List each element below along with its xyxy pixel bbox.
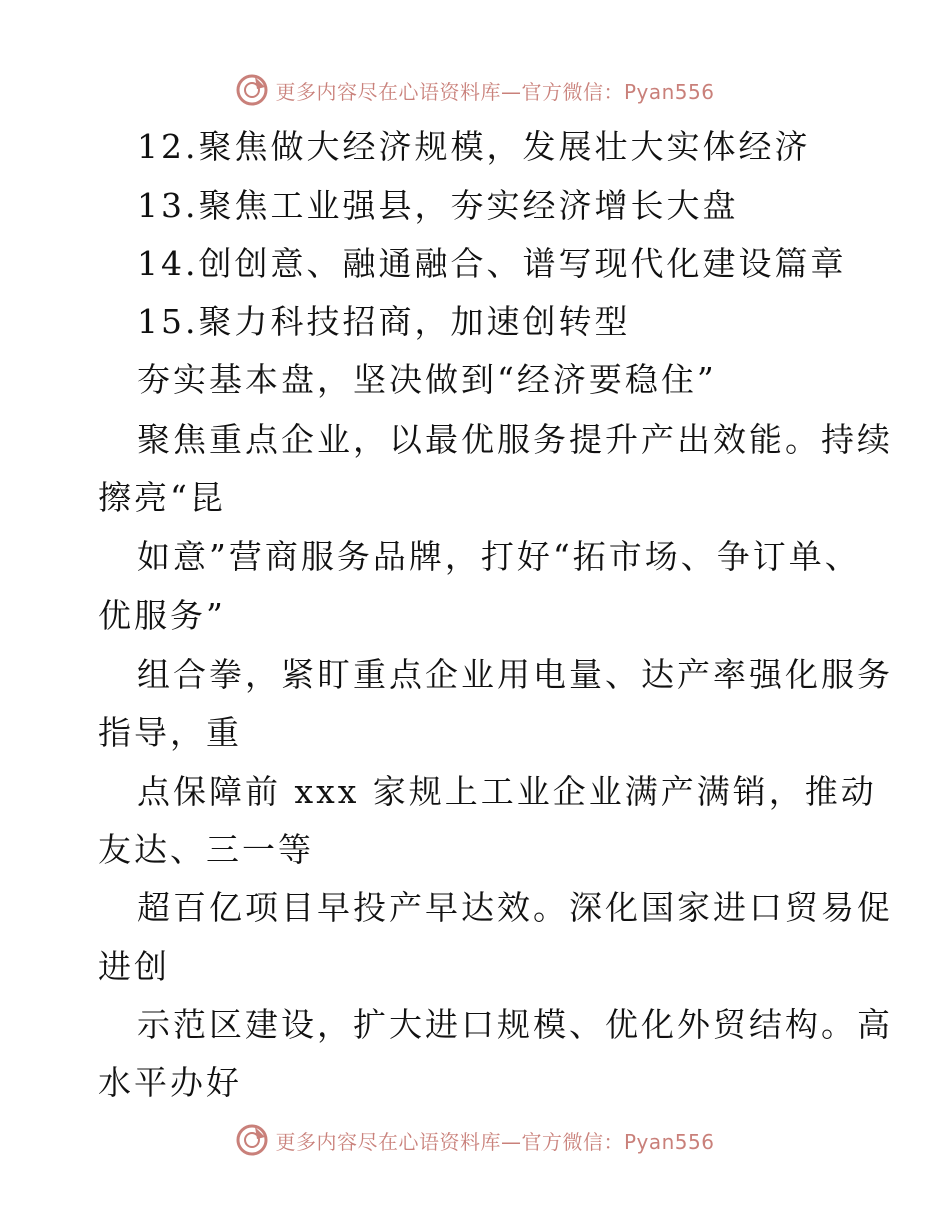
pen-seal-icon bbox=[235, 1123, 269, 1157]
text-line: 聚焦重点企业，以最优服务提升产出效能。持续 bbox=[137, 420, 893, 459]
text-line: 12.聚焦做大经济规模，发展壮大实体经济 bbox=[137, 127, 811, 166]
text-line: 15.聚力科技招商，加速创转型 bbox=[137, 302, 631, 341]
text-line: 如意”营商服务品牌，打好“拓市场、争订单、 bbox=[137, 537, 861, 576]
text-line: 夯实基本盘，坚决做到“经济要稳住” bbox=[137, 360, 717, 399]
text-line: 13.聚焦工业强县，夯实经济增长大盘 bbox=[137, 186, 739, 225]
text-line: 擦亮“昆 bbox=[98, 478, 226, 517]
watermark-text: 更多内容尽在心语资料库—官方微信：Pyan556 bbox=[275, 79, 715, 104]
text-line: 进创 bbox=[98, 947, 170, 986]
text-line: 指导，重 bbox=[98, 713, 242, 752]
text-line: 超百亿项目早投产早达效。深化国家进口贸易促 bbox=[137, 888, 893, 927]
text-line: 14.创创意、融通融合、谱写现代化建设篇章 bbox=[137, 244, 847, 283]
text-line: 水平办好 bbox=[98, 1063, 242, 1102]
text-line: 点保障前 xxx 家规上工业企业满产满销，推动 bbox=[137, 772, 877, 811]
text-line: 组合拳，紧盯重点企业用电量、达产率强化服务 bbox=[137, 655, 893, 694]
pen-seal-icon bbox=[235, 73, 269, 107]
text-line: 优服务” bbox=[98, 596, 226, 635]
text-line: 示范区建设，扩大进口规模、优化外贸结构。高 bbox=[137, 1005, 893, 1044]
header-watermark bbox=[0, 70, 950, 110]
text-line: 友达、三一等 bbox=[98, 830, 314, 869]
watermark-text: 更多内容尽在心语资料库—官方微信：Pyan556 bbox=[275, 1129, 715, 1154]
footer-watermark bbox=[0, 1120, 950, 1160]
